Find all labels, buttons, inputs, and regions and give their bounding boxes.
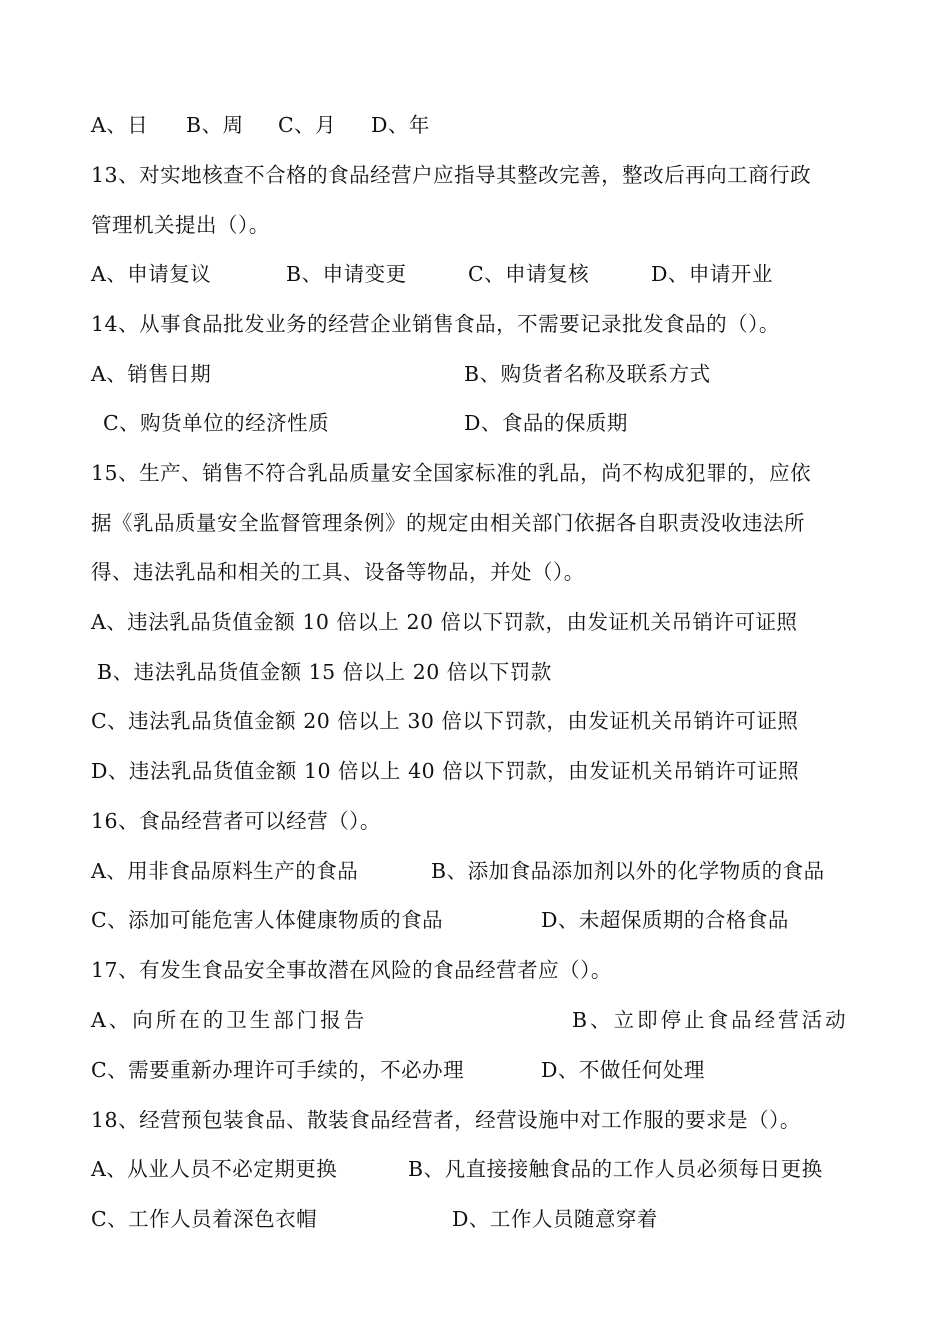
q15-stem-line2: 据《乳品质量安全监督管理条例》的规定由相关部门依据各自职责没收违法所: [91, 511, 805, 535]
q14-option-a: A、销售日期: [91, 362, 212, 386]
q15-option-b: B、违法乳品货值金额 15 倍以上 20 倍以下罚款: [97, 660, 552, 684]
q18-stem: 18、经营预包装食品、散装食品经营者，经营设施中对工作服的要求是（）。: [91, 1108, 801, 1132]
q17-stem: 17、有发生食品安全事故潜在风险的食品经营者应（）。: [91, 958, 612, 982]
q12-option-a: A、日: [91, 113, 149, 137]
q13-stem-line2: 管理机关提出（）。: [91, 213, 270, 237]
q13-option-a: A、申请复议: [91, 262, 212, 286]
q13-option-d: D、申请开业: [651, 262, 773, 286]
q17-option-b: B、立即停止食品经营活动: [572, 1008, 849, 1032]
q14-option-d: D、食品的保质期: [464, 411, 628, 435]
q15-option-d: D、违法乳品货值金额 10 倍以上 40 倍以下罚款，由发证机关吊销许可证照: [91, 759, 800, 783]
q17-option-d: D、不做任何处理: [541, 1058, 705, 1082]
q15-option-c: C、违法乳品货值金额 20 倍以上 30 倍以下罚款，由发证机关吊销许可证照: [91, 709, 799, 733]
q14-option-c: C、购货单位的经济性质: [103, 411, 330, 435]
q18-option-a: A、从业人员不必定期更换: [91, 1157, 338, 1181]
q13-stem-line1: 13、对实地核查不合格的食品经营户应指导其整改完善，整改后再向工商行政: [91, 163, 812, 187]
q13-option-c: C、申请复核: [468, 262, 590, 286]
q15-stem-line3: 得、违法乳品和相关的工具、设备等物品，并处（）。: [91, 560, 585, 584]
q12-option-d: D、年: [371, 113, 430, 137]
q16-option-c: C、添加可能危害人体健康物质的食品: [91, 908, 444, 932]
q12-option-c: C、月: [278, 113, 337, 137]
q18-option-d: D、工作人员随意穿着: [452, 1207, 658, 1231]
q16-option-a: A、用非食品原料生产的食品: [91, 859, 359, 883]
q16-option-b: B、添加食品添加剂以外的化学物质的食品: [431, 859, 825, 883]
q16-stem: 16、食品经营者可以经营（）。: [91, 809, 381, 833]
q16-option-d: D、未超保质期的合格食品: [541, 908, 789, 932]
q15-option-a: A、违法乳品货值金额 10 倍以上 20 倍以下罚款，由发证机关吊销许可证照: [91, 610, 798, 634]
q18-option-c: C、工作人员着深色衣帽: [91, 1207, 318, 1231]
q13-option-b: B、申请变更: [286, 262, 407, 286]
q12-option-b: B、周: [186, 113, 244, 137]
q14-option-b: B、购货者名称及联系方式: [464, 362, 711, 386]
q17-option-c: C、需要重新办理许可手续的，不必办理: [91, 1058, 465, 1082]
q15-stem-line1: 15、生产、销售不符合乳品质量安全国家标准的乳品，尚不构成犯罪的，应依: [91, 461, 812, 485]
q17-option-a: A、向所在的卫生部门报告: [91, 1008, 368, 1032]
q18-option-b: B、凡直接接触食品的工作人员必须每日更换: [408, 1157, 823, 1181]
q14-stem: 14、从事食品批发业务的经营企业销售食品，不需要记录批发食品的（）。: [91, 312, 780, 336]
